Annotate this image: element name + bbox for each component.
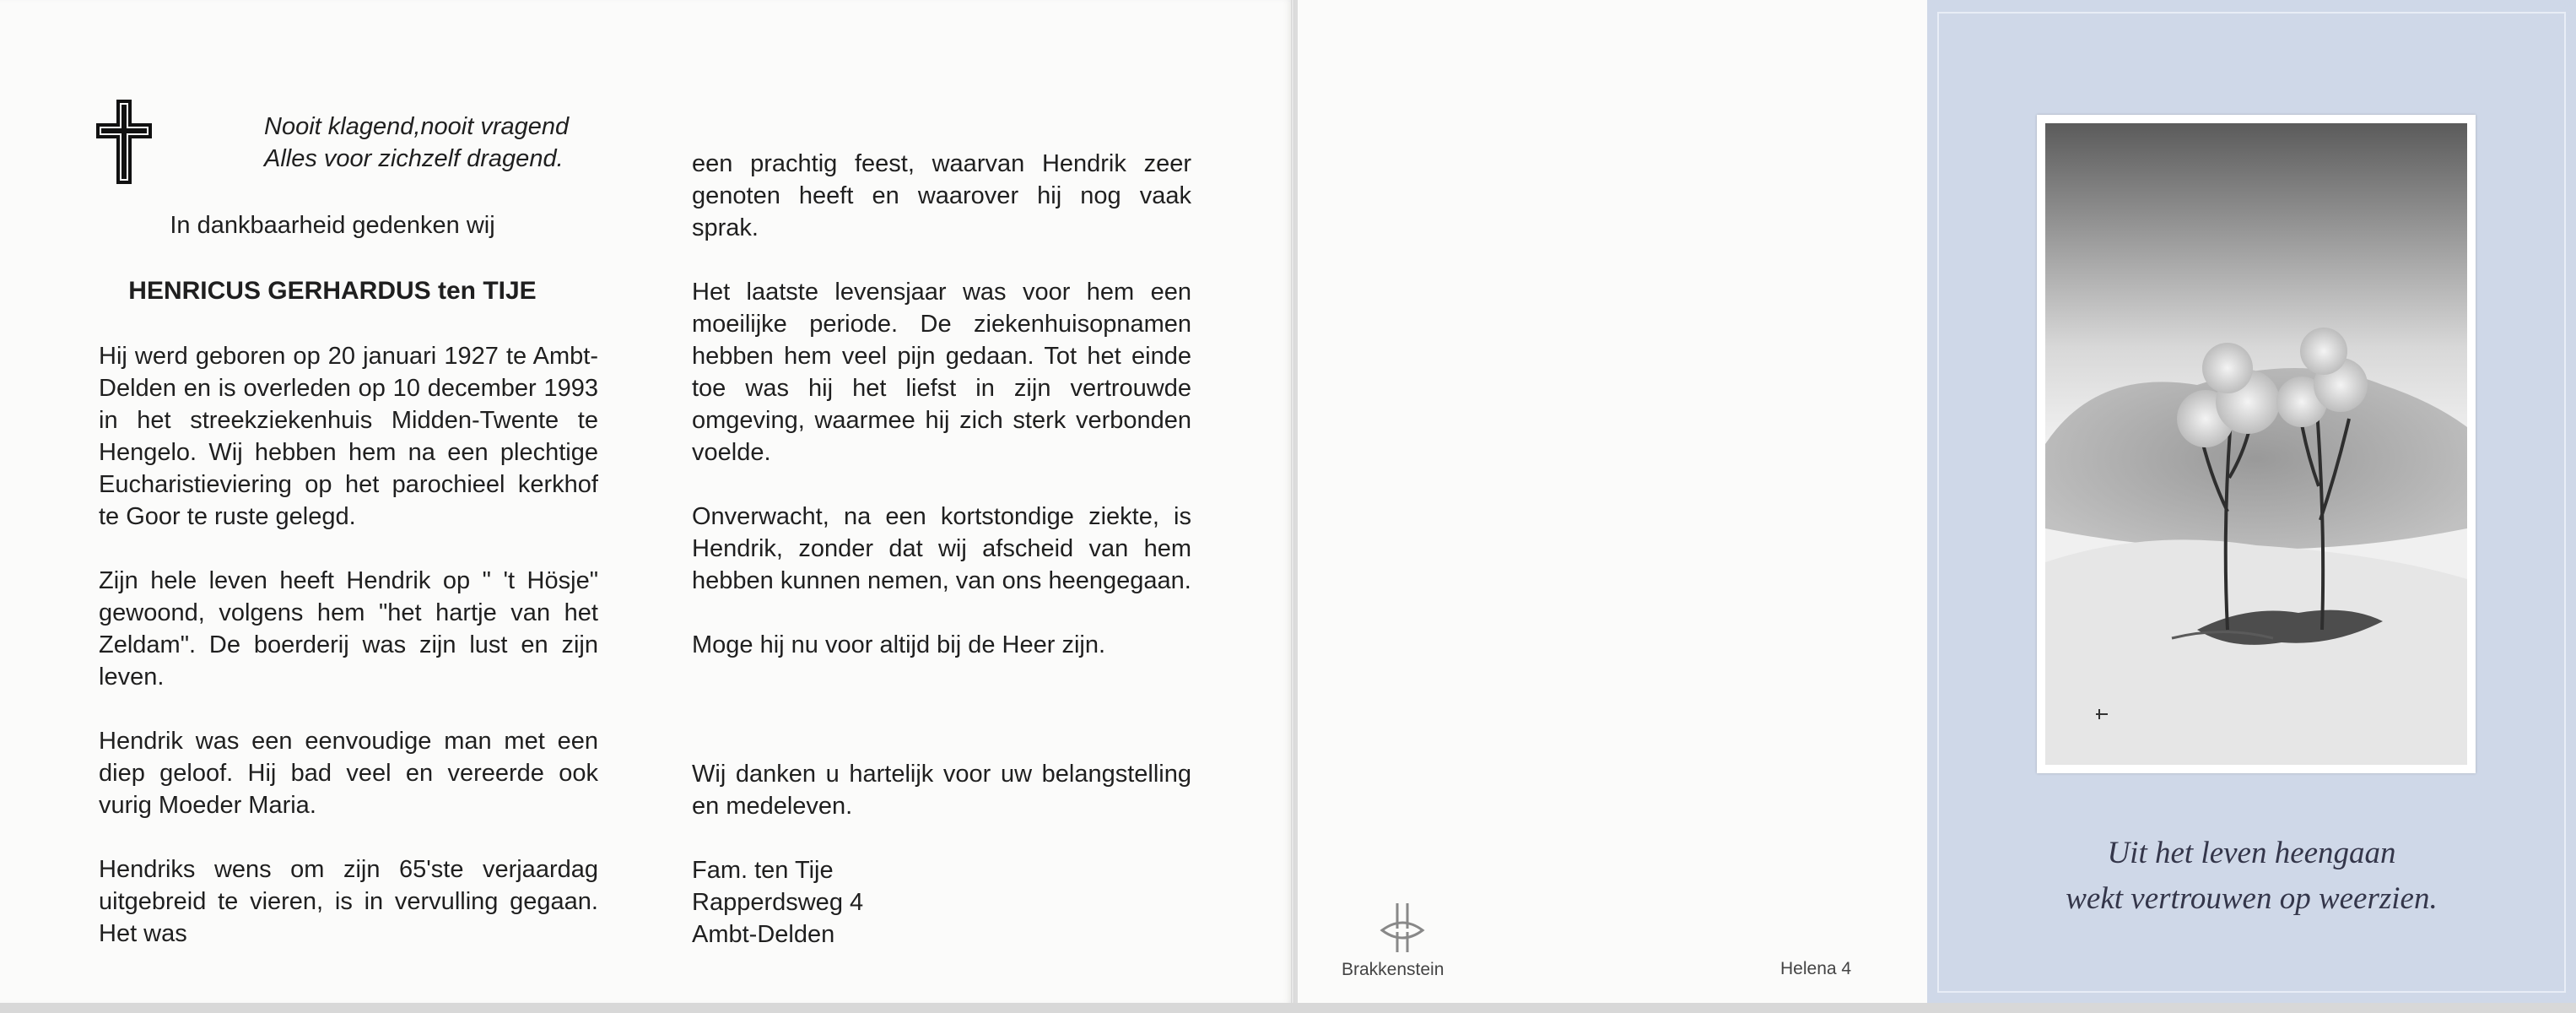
caption-line-2: wekt vertrouwen op weerzien. [2066, 881, 2438, 916]
illustration-frame [2037, 115, 2476, 773]
card-code: Helena 4 [1780, 959, 1852, 978]
col2-para-2: Het laatste levensjaar was voor hem een moeilijke periode. De ziekenhuisopnamen hebben hem veel pijn gedaan. Tot het einde toe was hij het liefst in zijn vertrouwde omgeving, waarmee hij zich sterk verbonden voelde. [692, 279, 1191, 466]
col1-para-2: Zijn hele leven heeft Hendrik op " 't Hösje" gewoond, volgens hem "het hartje van het Zeldam". De boerderij was zijn lust en zijn leven. [99, 567, 598, 691]
address-line-1: Fam. ten Tije [692, 857, 834, 884]
caption-line-1: Uit het leven heengaan [2107, 836, 2396, 870]
col1-para-4: Hendriks wens om zijn 65'ste verjaardag uitgebreid te vieren, is in vervulling gegaan. Het was [99, 856, 598, 947]
intro-text: In dankbaarheid gedenken wij [170, 212, 495, 239]
col1-para-3: Hendrik was een eenvoudige man met een diep geloof. Hij bad veel en vereerde ook vurig Moeder Maria. [99, 728, 598, 819]
motto-line-2: Alles voor zichzelf dragend. [264, 145, 564, 172]
address-line-2: Rapperdsweg 4 [692, 889, 864, 916]
col2-para-4: Moge hij nu voor altijd bij de Heer zijn. [692, 631, 1106, 658]
col2-para-1: een prachtig feest, waarvan Hendrik zeer genoten heeft en waarover hij nog vaak sprak. [692, 150, 1191, 241]
cross-icon [96, 100, 152, 184]
family-address [692, 854, 863, 951]
motto [264, 111, 569, 175]
fold-line-1 [1291, 0, 1294, 1003]
trees-landscape-illustration [2045, 123, 2467, 765]
back-panel [1298, 0, 1932, 1003]
brakkenstein-logo-icon [1377, 902, 1428, 956]
deceased-name: HENRICUS GERHARDUS ten TIJE [128, 277, 537, 305]
motto-line-1: Nooit klagend,nooit vragend [264, 113, 570, 140]
thanks-text: Wij danken u hartelijk voor uw belangstelling en medeleven. [692, 761, 1191, 820]
front-caption [1927, 831, 2576, 922]
column-1 [99, 340, 598, 950]
address-line-3: Ambt-Delden [692, 921, 835, 948]
publisher-name: Brakkenstein [1342, 960, 1445, 979]
col2-para-3: Onverwacht, na een kortstondige ziekte, is Hendrik, zonder dat wij afscheid van hem hebben kunnen nemen, van ons heengegaan. [692, 503, 1191, 594]
column-2 [692, 148, 1191, 661]
inside-spread [0, 0, 1291, 1003]
bottom-strip [0, 1003, 2576, 1013]
col1-para-1: Hij werd geboren op 20 januari 1927 te Ambt-Delden en is overleden op 10 december 1993 in het streekziekenhuis Midden-Twente te Hengelo. Wij hebben hem na een plechtige Eucharistieviering op het parochieel kerkhof te Goor te ruste gelegd. [99, 343, 598, 530]
